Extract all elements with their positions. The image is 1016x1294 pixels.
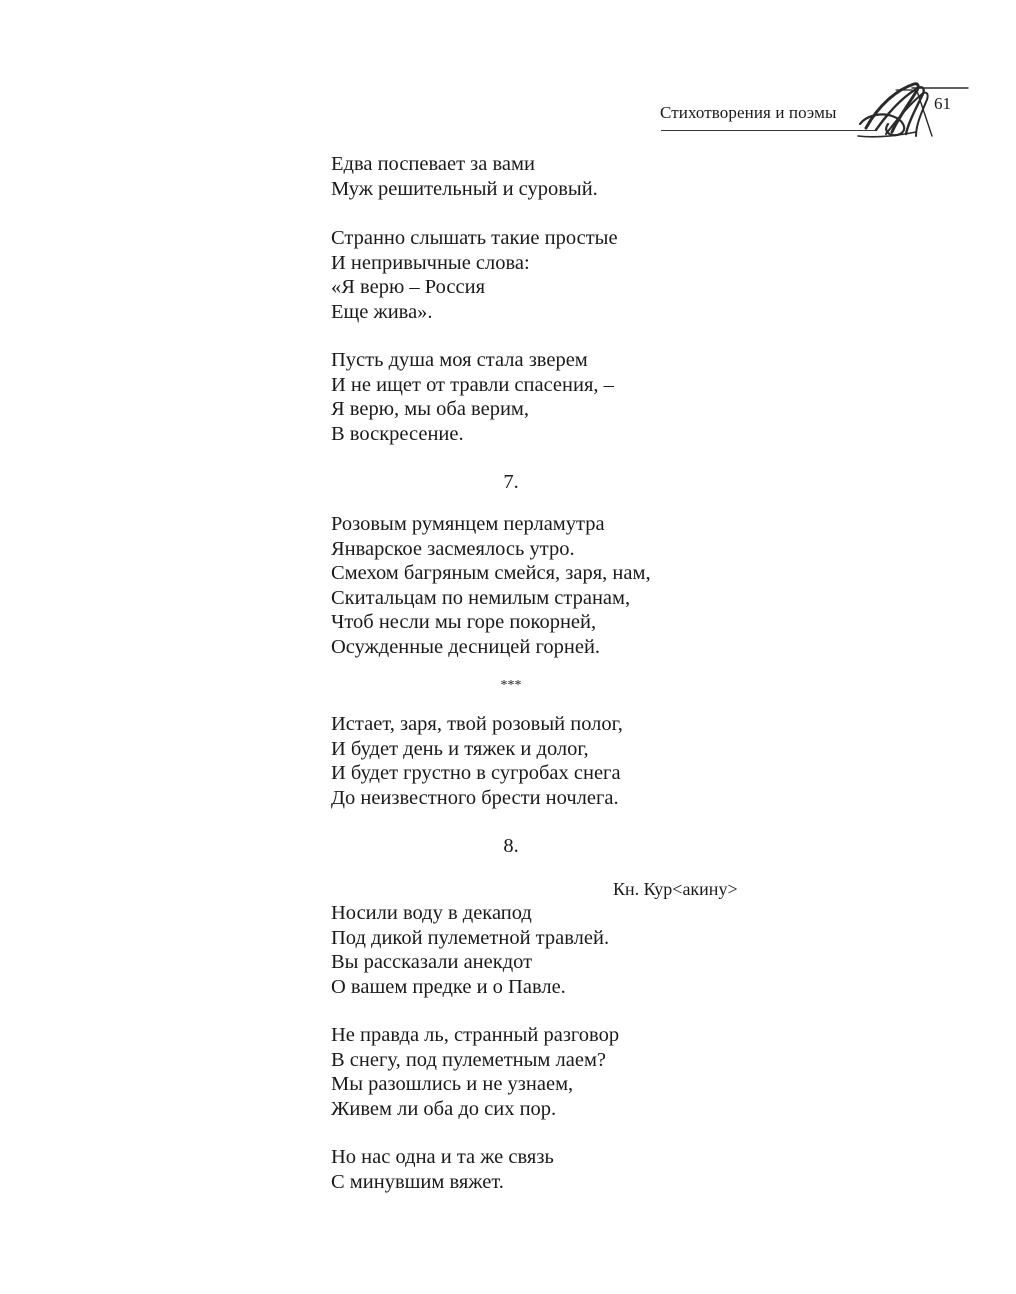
verse-line: И непривычные слова: (331, 251, 530, 274)
separator-stars: *** (500, 678, 522, 693)
verse-line: Чтоб несли мы горе покорней, (331, 611, 597, 633)
stanza (331, 712, 771, 810)
dedication: Кн. Кур<акину> (613, 879, 738, 899)
verse-line: Пусть душа моя стала зверем (331, 349, 588, 371)
verse-line: Истает, заря, твой розовый полог, (331, 713, 623, 735)
stanza (331, 901, 771, 999)
verse-line: Но нас одна и та же связь (331, 1146, 554, 1168)
stanza (331, 152, 771, 201)
verse-line: До неизвестного брести ночлега. (331, 786, 619, 809)
verse-line: С минувшим вяжет. (331, 1170, 504, 1193)
verse-line: «Я верю – Россия (331, 276, 486, 298)
page-number: 61 (934, 94, 951, 113)
verse-line: Под дикой пулеметной травлей. (331, 926, 610, 949)
stanza (331, 226, 771, 324)
header-rule (661, 130, 876, 131)
verse-line: Едва поспевает за вами (331, 153, 535, 175)
verse-line: Мы разошлись и не узнаем, (331, 1073, 574, 1095)
verse-line: О вашем предке и о Павле. (331, 975, 566, 998)
verse-line: Скитальцам по немилым странам, (331, 586, 631, 609)
stanza (331, 348, 771, 446)
verse-line: Носили воду в декапод (331, 902, 532, 924)
swirl-ornament-icon (856, 76, 972, 142)
stanza (331, 1145, 771, 1194)
verse-line: Январское засмеялось утро. (331, 537, 575, 560)
verse-line: В снегу, под пулеметным лаем? (331, 1048, 607, 1071)
verse-line: В воскресение. (331, 422, 464, 445)
running-header-title: Стихотворения и поэмы (660, 103, 837, 122)
verse-line: И не ищет от травли спасения, – (331, 373, 614, 396)
verse-line: Муж решительный и суровый. (331, 177, 598, 200)
verse-line: Розовым румянцем перламутра (331, 513, 605, 535)
verse-line: И будет день и тяжек и долог, (331, 737, 589, 760)
stanza (331, 512, 771, 659)
running-header (0, 0, 1016, 150)
verse-line: Странно слышать такие простые (331, 227, 618, 249)
verse-line: И будет грустно в сугробах снега (331, 762, 621, 784)
section-number: 7. (503, 471, 519, 493)
verse-line: Я верю, мы оба верим, (331, 398, 530, 420)
verse-line: Смехом багряным смейся, заря, нам, (331, 562, 651, 584)
verse-line: Осужденные десницей горней. (331, 635, 601, 658)
verse-line: Не правда ль, странный разговор (331, 1024, 620, 1046)
verse-line: Живем ли оба до сих пор. (331, 1097, 557, 1120)
verse-line: Вы рассказали анекдот (331, 951, 533, 973)
verse-line: Еще жива». (331, 300, 433, 323)
stanza (331, 1023, 771, 1121)
section-number: 8. (503, 835, 519, 857)
